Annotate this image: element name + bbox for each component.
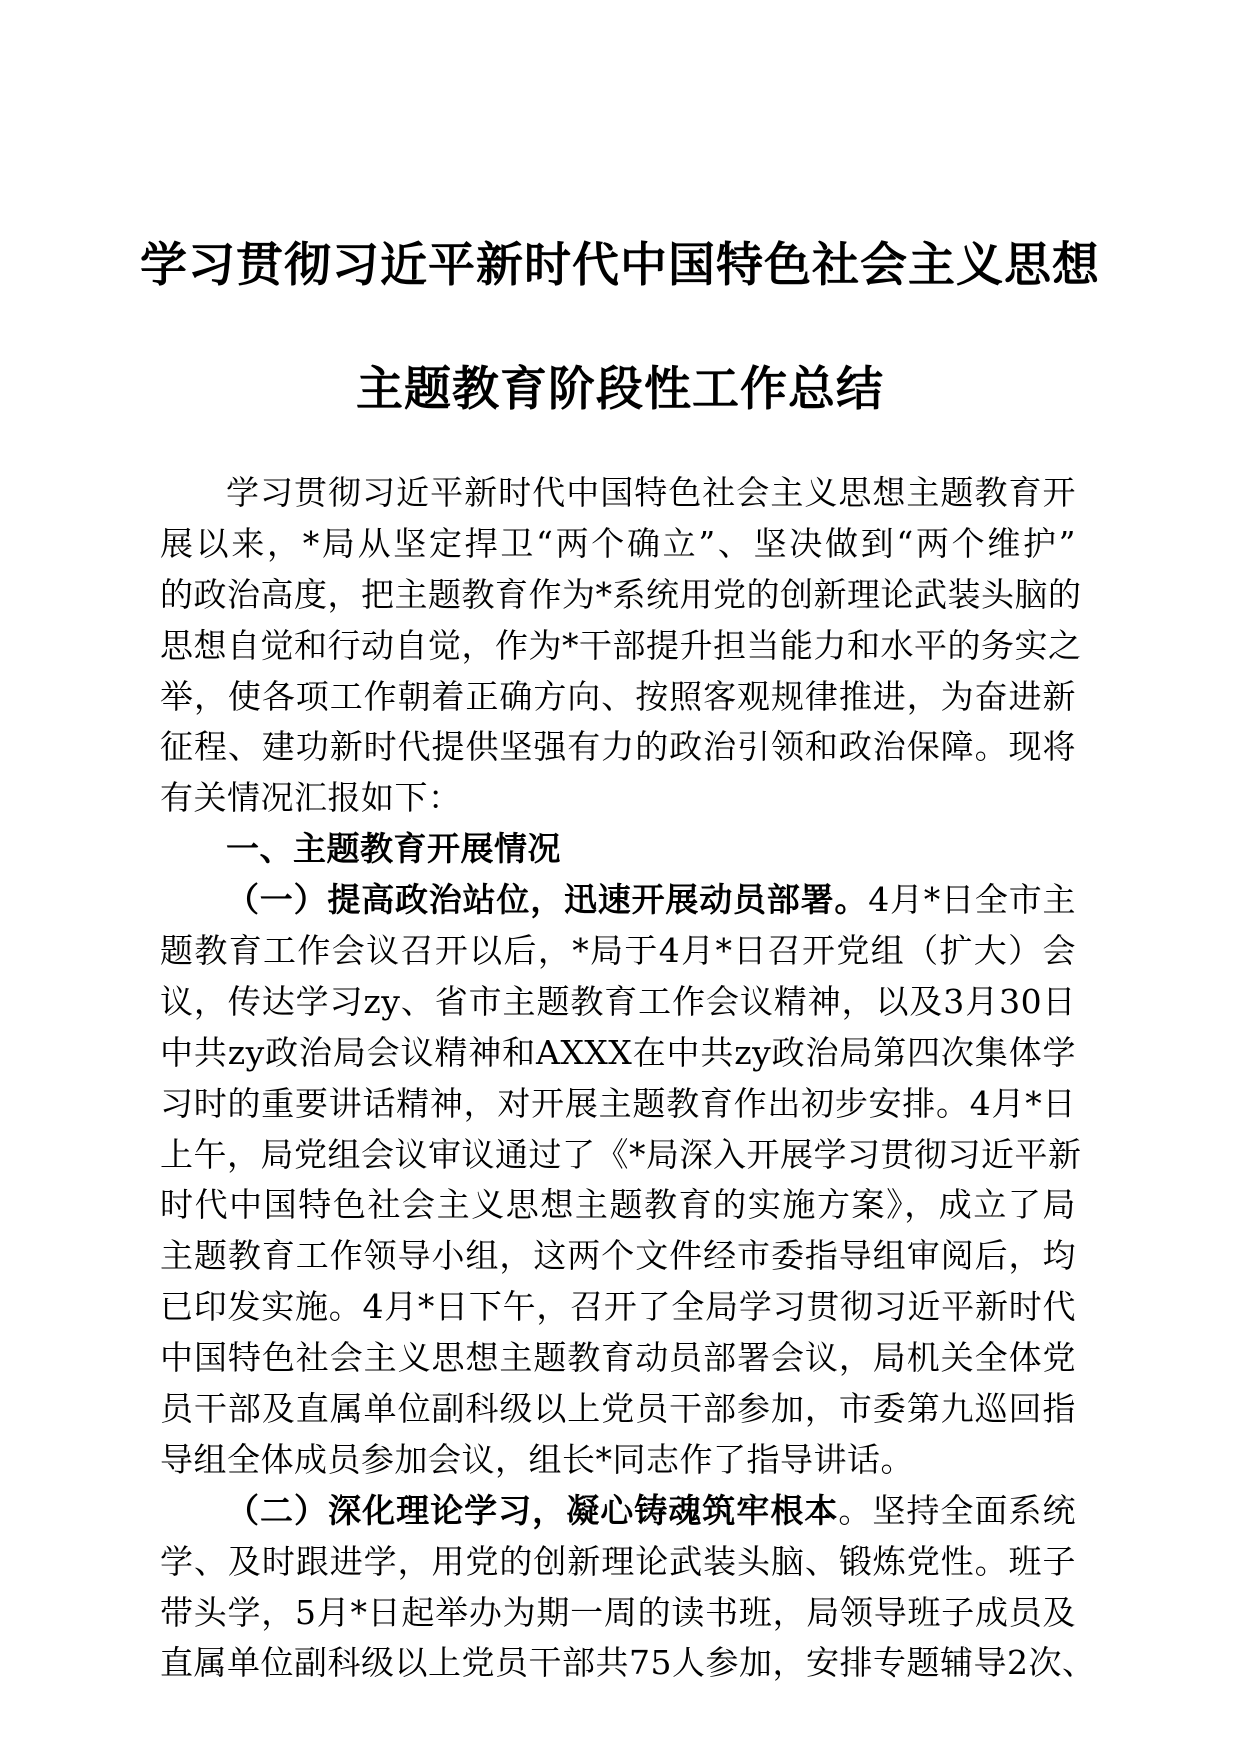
intro-line: 的政治高度，把主题教育作为*系统用党的创新理论武装头脑的	[160, 574, 1082, 614]
subsection-heading: （二）深化理论学习，凝心铸魂筑牢根本	[226, 1490, 839, 1530]
paragraph-line: 时代中国特色社会主义思想主题教育的实施方案》，成立了局	[160, 1185, 1076, 1225]
paragraph-line: 上午，局党组会议审议通过了《*局深入开展学习贯彻习近平新	[160, 1134, 1082, 1174]
paragraph-line: 已印发实施。4月*日下午，召开了全局学习贯彻习近平新时代	[160, 1287, 1076, 1327]
intro-line: 学习贯彻习近平新时代中国特色社会主义思想主题教育开	[226, 473, 1076, 512]
paragraph-line: 中共zy政治局会议精神和AXXX在中共zy政治局第四次集体学	[160, 1032, 1076, 1072]
subsection-text: 4月*日全市主	[868, 880, 1076, 920]
subsection-text: 。坚持全面系统	[838, 1490, 1077, 1530]
section-heading: 一、主题教育开展情况	[226, 829, 561, 869]
paragraph-line: 学、及时跟进学，用党的创新理论武装头脑、锻炼党性。班子	[160, 1541, 1076, 1581]
paragraph-line: 直属单位副科级以上党员干部共75人参加，安排专题辅导2次、	[160, 1643, 1096, 1683]
paragraph-line: 员干部及直属单位副科级以上党员干部参加，市委第九巡回指	[160, 1389, 1076, 1429]
subsection-first-line	[160, 1486, 1076, 1537]
subsection-heading: （一）提高政治站位，迅速开展动员部署。	[226, 880, 869, 920]
paragraph-line: 习时的重要讲话精神，对开展主题教育作出初步安排。4月*日	[160, 1083, 1076, 1123]
intro-line: 征程、建功新时代提供坚强有力的政治引领和政治保障。现将	[160, 727, 1076, 767]
paragraph-line: 议，传达学习zy、省市主题教育工作会议精神，以及3月30日	[160, 981, 1076, 1021]
subsection-first-line	[160, 875, 1076, 926]
intro-line: 有关情况汇报如下：	[160, 778, 462, 818]
intro-line: 展以来，*局从坚定捍卫“两个确立”、坚决做到“两个维护”	[160, 523, 1076, 563]
intro-line: 举，使各项工作朝着正确方向、按照客观规律推进，为奋进新	[160, 676, 1076, 716]
intro-line: 思想自觉和行动自觉，作为*干部提升担当能力和水平的务实之	[160, 625, 1082, 665]
paragraph-line: 题教育工作会议召开以后，*局于4月*日召开党组（扩大）会	[160, 931, 1076, 971]
paragraph-line: 主题教育工作领导小组，这两个文件经市委指导组审阅后，均	[160, 1236, 1076, 1276]
paragraph-line: 导组全体成员参加会议，组长*同志作了指导讲话。	[160, 1439, 914, 1479]
document-body	[160, 468, 1096, 1689]
document-title-line-1: 学习贯彻习近平新时代中国特色社会主义思想	[140, 238, 1100, 293]
paragraph-line: 中国特色社会主义思想主题教育动员部署会议，局机关全体党	[160, 1338, 1076, 1378]
document-title-line-2: 主题教育阶段性工作总结	[356, 362, 884, 417]
paragraph-line: 带头学，5月*日起举办为期一周的读书班，局领导班子成员及	[160, 1592, 1076, 1632]
